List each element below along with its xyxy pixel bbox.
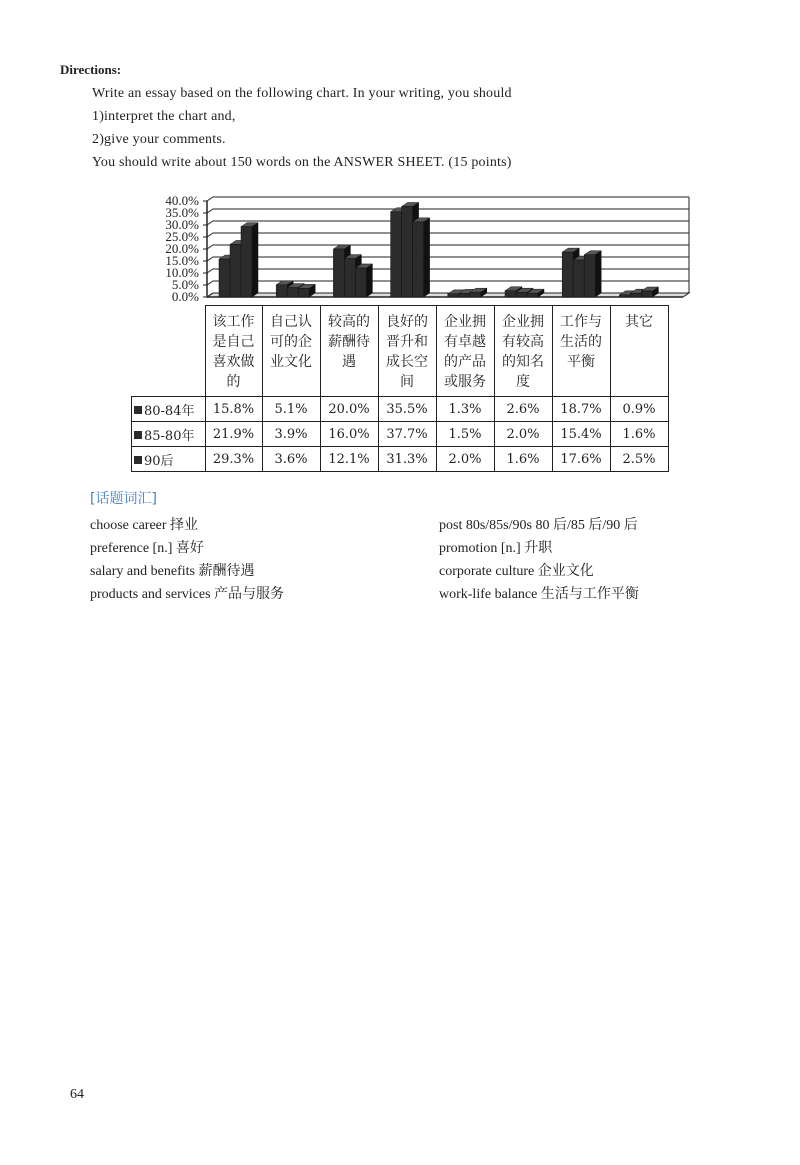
vocab-item: preference [n.] 喜好	[90, 541, 204, 556]
bar	[505, 291, 516, 297]
category-label-line: 的知名	[502, 354, 544, 370]
category-label-line: 工作与	[560, 314, 602, 330]
value-cell: 0.9%	[610, 397, 668, 422]
category-label-line: 有卓越	[444, 334, 486, 350]
category-cell	[205, 306, 262, 397]
category-label-line: 有较高	[502, 334, 544, 350]
vocab-title: [话题词汇]	[90, 491, 157, 507]
category-label-line: 业文化	[270, 354, 312, 370]
bar-side	[424, 218, 430, 297]
bar	[355, 268, 366, 297]
legend-square-icon	[134, 431, 142, 439]
table-corner	[132, 306, 206, 397]
vocab-item: choose career 择业	[90, 518, 199, 533]
category-label-line: 的	[226, 374, 241, 390]
bar	[470, 292, 481, 297]
y-tick-label: 25.0%	[165, 229, 199, 244]
plot-wall	[207, 197, 689, 297]
bar	[413, 222, 424, 297]
series-label: 80-84年	[132, 397, 206, 422]
bar	[298, 288, 309, 297]
value-cell: 2.0%	[494, 422, 552, 447]
series-label: 85-80年	[132, 422, 206, 447]
bar	[241, 227, 252, 297]
directions-line-2: 1)interpret the chart and,	[92, 109, 236, 124]
vocab-item: salary and benefits 薪酬待遇	[90, 564, 255, 579]
bar	[391, 212, 402, 297]
value-cell: 18.7%	[552, 397, 610, 422]
value-cell: 1.5%	[436, 422, 494, 447]
value-cell: 15.8%	[205, 397, 262, 422]
data-table	[131, 305, 669, 472]
value-cell: 37.7%	[378, 422, 436, 447]
bar	[333, 249, 344, 297]
category-cell	[494, 306, 552, 397]
category-label-line: 成长空	[386, 354, 428, 370]
category-label-line: 较高的	[328, 314, 370, 330]
y-tick-label: 15.0%	[165, 253, 199, 268]
category-cell	[262, 306, 320, 397]
value-cell: 1.6%	[610, 422, 668, 447]
directions-title: Directions:	[60, 62, 122, 77]
series-label: 90后	[132, 447, 206, 472]
bar	[630, 293, 641, 297]
bar	[219, 259, 230, 297]
bar-side	[595, 251, 601, 297]
category-label-line: 晋升和	[386, 334, 428, 350]
vocab-item: corporate culture 企业文化	[439, 564, 594, 579]
category-label-line: 企业拥	[502, 314, 544, 330]
value-cell: 5.1%	[262, 397, 320, 422]
bar	[230, 244, 241, 297]
category-label-line: 其它	[625, 314, 653, 330]
category-label-line: 喜欢做	[212, 354, 255, 370]
value-cell: 12.1%	[320, 447, 378, 472]
value-cell: 31.3%	[378, 447, 436, 472]
bar	[641, 291, 652, 297]
legend-square-icon	[134, 406, 142, 414]
bar	[402, 207, 413, 297]
value-cell: 35.5%	[378, 397, 436, 422]
y-tick-label: 0.0%	[171, 289, 199, 304]
value-cell: 3.6%	[262, 447, 320, 472]
bar	[276, 285, 287, 297]
category-cell	[610, 306, 668, 397]
page-number: 64	[70, 1087, 84, 1102]
category-cell	[378, 306, 436, 397]
y-tick-label: 20.0%	[165, 241, 199, 256]
category-label-line: 自己认	[270, 314, 312, 330]
category-label-line: 或服务	[444, 374, 486, 390]
value-cell: 20.0%	[320, 397, 378, 422]
y-tick-label: 40.0%	[165, 193, 199, 208]
category-label-line: 间	[400, 374, 414, 390]
category-label-line: 度	[516, 374, 530, 390]
category-label-line: 薪酬待	[328, 334, 370, 350]
category-label-line: 生活的	[560, 334, 602, 350]
bar	[573, 260, 584, 297]
y-tick-label: 5.0%	[171, 277, 199, 292]
value-cell: 3.9%	[262, 422, 320, 447]
vocab-item: products and services 产品与服务	[90, 587, 285, 602]
category-row	[132, 306, 669, 397]
bar	[619, 295, 630, 297]
directions-line-4: You should write about 150 words on the ANSWER SHEET. (15 points)	[92, 155, 512, 170]
category-label-line: 该工作	[212, 314, 255, 330]
y-tick-label: 10.0%	[165, 265, 199, 280]
category-label-line: 企业拥	[444, 314, 486, 330]
series-row	[132, 447, 669, 472]
bar-side	[252, 223, 258, 297]
bar	[584, 255, 595, 297]
category-label-line: 可的企	[270, 334, 312, 350]
value-cell: 15.4%	[552, 422, 610, 447]
bar	[448, 294, 459, 297]
category-cell	[552, 306, 610, 397]
directions-line-1: Write an essay based on the following chart. In your writing, you should	[92, 86, 512, 101]
vocab-item: promotion [n.] 升职	[439, 541, 553, 556]
series-row	[132, 397, 669, 422]
value-cell: 2.5%	[610, 447, 668, 472]
category-label-line: 的产品	[444, 354, 486, 370]
category-cell	[436, 306, 494, 397]
category-label-line: 良好的	[386, 314, 428, 330]
bar	[516, 292, 527, 297]
category-label-line: 平衡	[567, 354, 595, 370]
value-cell: 29.3%	[205, 447, 262, 472]
directions-line-3: 2)give your comments.	[92, 132, 226, 147]
value-cell: 2.0%	[436, 447, 494, 472]
vocab-item: work-life balance 生活与工作平衡	[439, 587, 639, 602]
value-cell: 2.6%	[494, 397, 552, 422]
value-cell: 1.3%	[436, 397, 494, 422]
bar-side	[366, 264, 372, 297]
legend-square-icon	[134, 456, 142, 464]
bar	[562, 252, 573, 297]
y-tick-label: 35.0%	[165, 205, 199, 220]
vocab-item: post 80s/85s/90s 80 后/85 后/90 后	[439, 518, 638, 533]
bar	[344, 259, 355, 297]
value-cell: 16.0%	[320, 422, 378, 447]
category-cell	[320, 306, 378, 397]
bar	[527, 293, 538, 297]
category-label-line: 遇	[342, 354, 356, 370]
value-cell: 17.6%	[552, 447, 610, 472]
bar	[287, 288, 298, 297]
category-label-line: 是自己	[212, 334, 255, 350]
bar	[459, 293, 470, 297]
series-row	[132, 422, 669, 447]
y-tick-label: 30.0%	[165, 217, 199, 232]
value-cell: 21.9%	[205, 422, 262, 447]
value-cell: 1.6%	[494, 447, 552, 472]
